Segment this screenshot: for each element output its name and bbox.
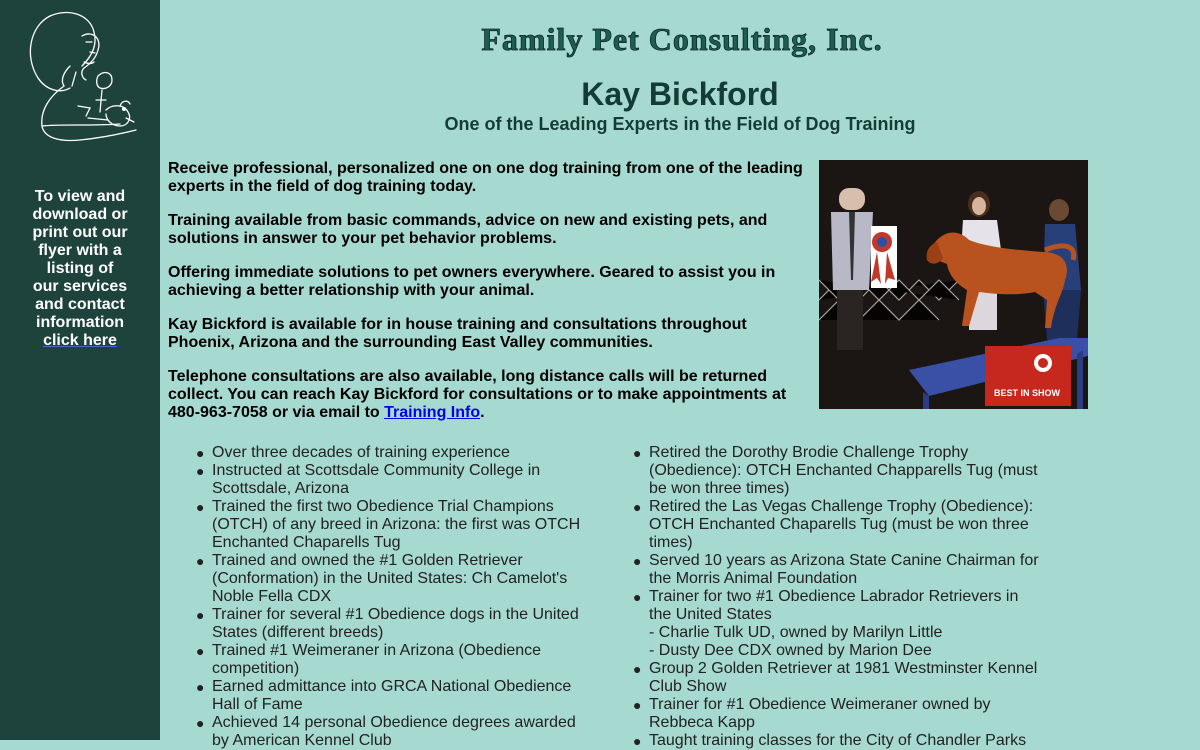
achievements-list-left (194, 444, 594, 750)
list-item-text: Trainer for several #1 Obedience dogs in the United States (different breeds) (212, 606, 579, 641)
sidebar (0, 0, 160, 740)
list-item (631, 696, 1043, 732)
bullet-icon: ● (633, 589, 642, 605)
list-item (631, 444, 1043, 498)
intro-paragraph: Offering immediate solutions to pet owners everywhere. Geared to assist you in achieving a better relationship with your animal. (168, 264, 776, 299)
list-item (631, 552, 1043, 588)
list-item-text: Trainer for #1 Obedience Weimeraner owned by Rebbeca Kapp (649, 696, 991, 731)
bullet-icon: ● (196, 499, 205, 515)
intro-paragraph: Kay Bickford is available for in house training and consultations throughout Phoenix, Arizona and the surrounding East Valley communities. (168, 316, 747, 351)
bullet-icon: ● (196, 463, 205, 479)
contact-text-end: . (480, 404, 485, 421)
flyer-download-link[interactable]: click here (43, 332, 117, 349)
list-item (194, 498, 594, 552)
company-name: Family Pet Consulting, Inc. (481, 21, 883, 57)
company-title (452, 16, 912, 60)
list-item (194, 444, 594, 462)
bullet-icon: ● (633, 445, 642, 461)
training-info-link[interactable]: Training Info (384, 404, 481, 421)
list-item-text: Taught training classes for the City of Chandler Parks (649, 732, 1027, 749)
list-item-text: Achieved 14 personal Obedience degrees awarded by American Kennel Club (212, 714, 576, 749)
list-item (194, 606, 594, 642)
tagline: One of the Leading Experts in the Field of Dog Training (444, 114, 916, 134)
flyer-text-line: To view and (34, 188, 126, 205)
list-item (631, 732, 1043, 750)
list-item-text: Trained #1 Weimeraner in Arizona (Obedience competition) (212, 642, 542, 677)
flyer-text-line: flyer with a (38, 242, 122, 259)
flyer-text-line: our services (32, 278, 128, 295)
achievements-list-right (631, 444, 1043, 750)
bullet-icon: ● (196, 643, 205, 659)
bullet-icon: ● (633, 499, 642, 515)
list-item (194, 462, 594, 498)
bullet-icon: ● (196, 445, 205, 461)
intro-section (168, 160, 808, 438)
flyer-text-line: print out our (32, 224, 128, 241)
intro-paragraph: Training available from basic commands, advice on new and existing pets, and solutions in answer to your pet behavior problems. (168, 212, 768, 247)
list-item-text: Earned admittance into GRCA National Obedience Hall of Fame (212, 678, 572, 713)
list-item-text: Group 2 Golden Retriever at 1981 Westminster Kennel Club Show (649, 660, 1038, 695)
list-item-text: Trained and owned the #1 Golden Retriever (Conformation) in the United States: Ch Camelot's Noble Fella CDX (212, 552, 568, 605)
list-item-text: Retired the Dorothy Brodie Challenge Trophy (Obedience): OTCH Enchanted Chapparells Tug (must be won three times) (649, 444, 1038, 497)
intro-paragraph: Receive professional, personalized one on one dog training from one of the leading experts in the field of dog training today. (168, 160, 803, 195)
list-item-text: Trained the first two Obedience Trial Champions (OTCH) of any breed in Arizona: the first was OTCH Enchanted Chaparells Tug (212, 498, 581, 551)
bullet-icon: ● (633, 661, 642, 677)
bullet-icon: ● (196, 607, 205, 623)
list-subitem: - Charlie Tulk UD, owned by Marilyn Little (649, 624, 943, 641)
dog-trainer-sketch-icon (20, 6, 142, 148)
list-item (194, 678, 594, 714)
flyer-text-line: and contact (35, 296, 125, 313)
list-item-text: Trainer for two #1 Obedience Labrador Retrievers in the United States (649, 588, 1019, 623)
bullet-icon: ● (633, 697, 642, 713)
page-title: Kay Bickford (581, 76, 779, 112)
list-item-text: Served 10 years as Arizona State Canine Chairman for the Morris Animal Foundation (649, 552, 1039, 587)
list-item-text: Retired the Las Vegas Challenge Trophy (Obedience): OTCH Enchanted Chaparells Tug (must be won three times) (649, 498, 1034, 551)
flyer-info-text (0, 188, 160, 350)
flyer-text-line: information (36, 314, 124, 331)
contact-paragraph (168, 368, 808, 422)
dog-show-photo (819, 160, 1088, 409)
list-item-text: Instructed at Scottsdale Community College in Scottsdale, Arizona (212, 462, 541, 497)
contact-text: Telephone consultations are also available, long distance calls will be returned collect. You can reach Kay Bickford for consultations or to make appointments at 480-963-7058 or via email to (168, 368, 787, 421)
list-item (631, 588, 1043, 660)
list-item (194, 642, 594, 678)
bullet-icon: ● (633, 553, 642, 569)
list-item-text: Over three decades of training experience (212, 444, 510, 461)
list-item (194, 714, 594, 750)
list-item (631, 498, 1043, 552)
list-item (194, 552, 594, 606)
bullet-icon: ● (196, 553, 205, 569)
flyer-text-line: listing of (46, 260, 114, 277)
bullet-icon: ● (633, 733, 642, 749)
bullet-icon: ● (196, 715, 205, 731)
bullet-icon: ● (196, 679, 205, 695)
flyer-text-line: download or (32, 206, 128, 223)
list-subitem: - Dusty Dee CDX owned by Marion Dee (649, 642, 932, 659)
list-item (631, 660, 1043, 696)
photo-sign-text: BEST IN SHOW (993, 388, 1061, 398)
